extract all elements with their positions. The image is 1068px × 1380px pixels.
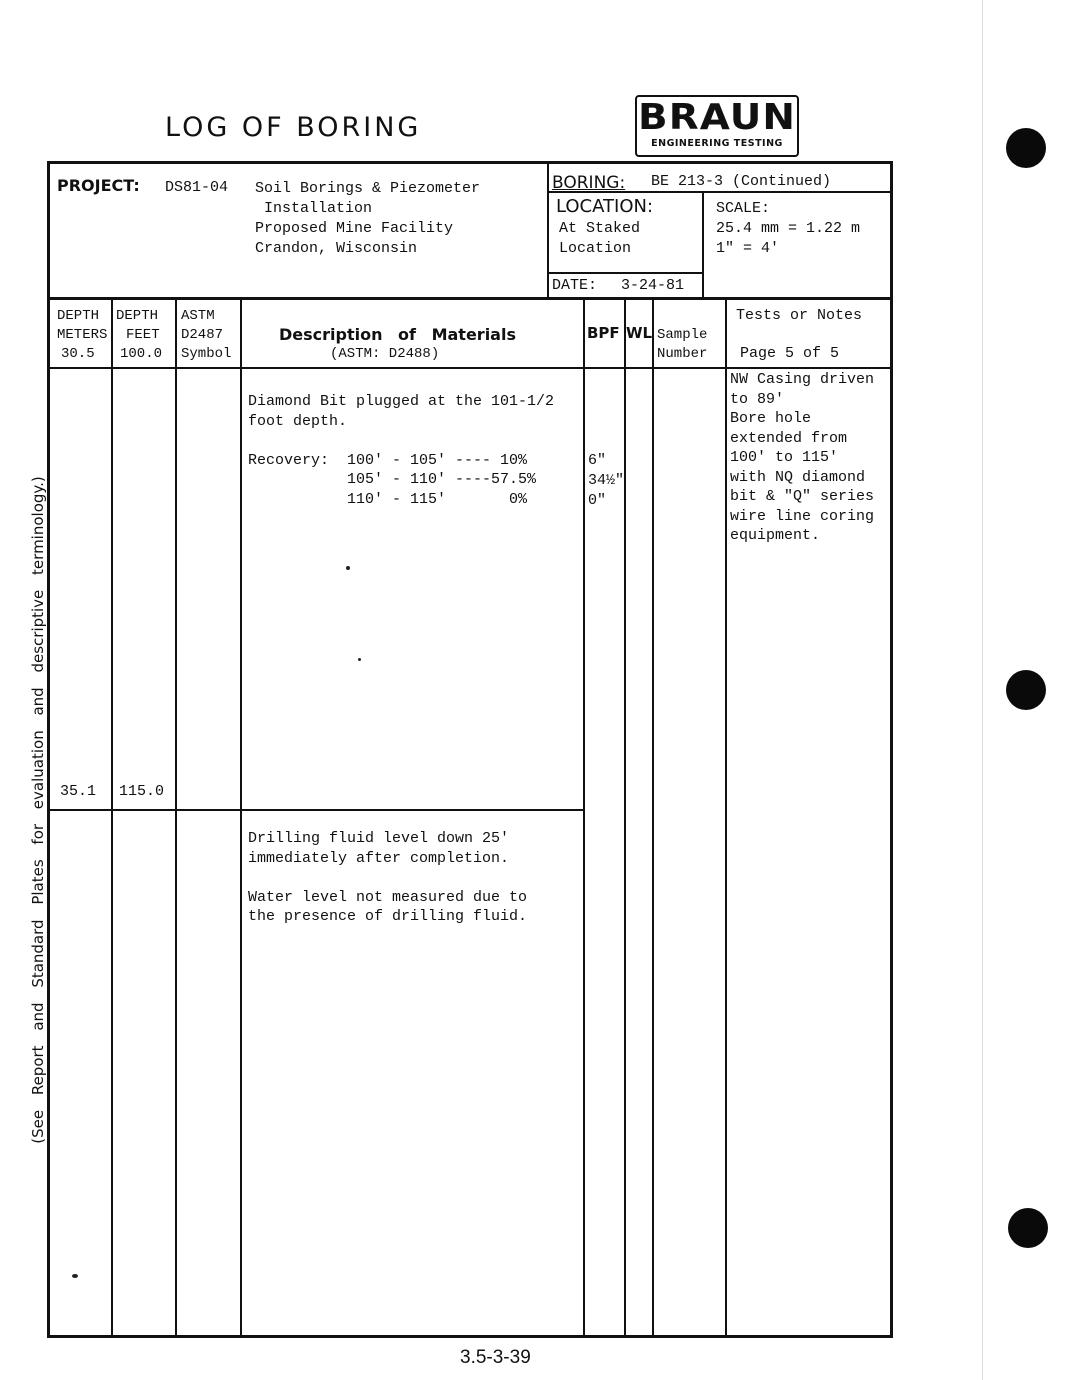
astm-h3: Symbol: [181, 346, 232, 362]
depth-end-feet: 115.0: [119, 783, 165, 800]
astm-h1: ASTM: [181, 308, 215, 324]
description-block-1: Diamond Bit plugged at the 101-1/2 foot depth. Recovery: 100' - 105' ---- 10% 105' - 110' ----57.5% 110' - 115' 0%: [248, 393, 555, 508]
document-title: LOG OF BORING: [165, 112, 422, 143]
project-label: PROJECT:: [57, 176, 140, 195]
date-value: 3-24-81: [621, 277, 685, 294]
braun-logo: [635, 95, 799, 157]
scan-speck: [358, 658, 361, 661]
frame-right: [890, 161, 893, 1338]
frame-left: [47, 161, 50, 1338]
project-desc-1: Soil Borings & Piezometer: [255, 180, 481, 197]
header-bottom-line: [47, 297, 893, 300]
depth-end-meters: 35.1: [60, 783, 97, 800]
depth-meters-h2: METERS: [57, 327, 108, 343]
date-row-line: [547, 272, 704, 274]
location-line-1: At Staked: [559, 220, 641, 237]
location-line-2: Location: [559, 240, 632, 257]
column-header-bottom: [47, 367, 893, 369]
depth-meters-start: 30.5: [61, 346, 95, 362]
punch-hole-middle: [1006, 670, 1046, 710]
col-line-1: [111, 297, 113, 1337]
depth-feet-h1: DEPTH: [116, 308, 159, 324]
bpf-header: BPF: [587, 324, 620, 342]
col-line-5: [624, 297, 626, 1337]
header-divider: [547, 161, 549, 298]
depth-boundary-line: [47, 809, 585, 811]
location-scale-divider: [702, 191, 704, 298]
tests-notes-header: Tests or Notes: [736, 307, 863, 324]
col-line-6: [652, 297, 654, 1337]
description-block-2: Drilling fluid level down 25' immediately after completion. Water level not measured due to the presence of drilling fluid.: [248, 830, 528, 925]
scale-line-2: 1" = 4': [716, 240, 780, 257]
scale-label: SCALE:: [716, 200, 771, 217]
location-label: LOCATION:: [556, 196, 654, 217]
page-indicator: Page 5 of 5: [740, 345, 840, 362]
scan-speck: [72, 1274, 78, 1278]
description-title: Description of Materials: [279, 325, 516, 344]
punch-hole-bottom: [1008, 1208, 1048, 1248]
project-desc-4: Crandon, Wisconsin: [255, 240, 418, 257]
depth-meters-h1: DEPTH: [57, 308, 100, 324]
col-line-3: [240, 297, 242, 1337]
depth-feet-start: 100.0: [120, 346, 163, 362]
frame-bottom: [47, 1335, 893, 1338]
scale-line-1: 25.4 mm = 1.22 m: [716, 220, 861, 237]
sidebar-note: (See Report and Standard Plates for evaluation and descriptive terminology.): [29, 476, 47, 1144]
col-line-2: [175, 297, 177, 1337]
col-line-4: [583, 297, 585, 1337]
page-edge-line: [982, 0, 983, 1380]
astm-h2: D2487: [181, 327, 224, 343]
boring-value: BE 213-3 (Continued): [651, 173, 832, 190]
project-desc-3: Proposed Mine Facility: [255, 220, 454, 237]
bpf-value-2: 34½": [588, 472, 625, 489]
col-line-7: [725, 297, 727, 1337]
bpf-value-1: 6": [588, 452, 607, 469]
boring-label: BORING:: [552, 173, 626, 193]
project-desc-2: Installation: [255, 200, 373, 217]
wl-header: WL: [626, 324, 653, 342]
sample-h2: Number: [657, 346, 708, 362]
description-sub: (ASTM: D2488): [330, 346, 440, 362]
tests-notes-text: NW Casing driven to 89' Bore hole extended from 100' to 115' with NQ diamond bit & "Q" series wire line coring equipment.: [730, 371, 875, 544]
logo-tagline: ENGINEERING TESTING: [651, 138, 783, 149]
project-number: DS81-04: [165, 179, 229, 196]
logo-name: BRAUN: [638, 97, 796, 138]
date-label: DATE:: [552, 277, 598, 294]
page-code: 3.5-3-39: [460, 1347, 531, 1368]
scan-speck: [346, 566, 350, 570]
sample-h1: Sample: [657, 327, 708, 343]
bpf-value-3: 0": [588, 492, 607, 509]
depth-feet-h2: FEET: [126, 327, 160, 343]
frame-top: [47, 161, 893, 164]
punch-hole-top: [1006, 128, 1046, 168]
